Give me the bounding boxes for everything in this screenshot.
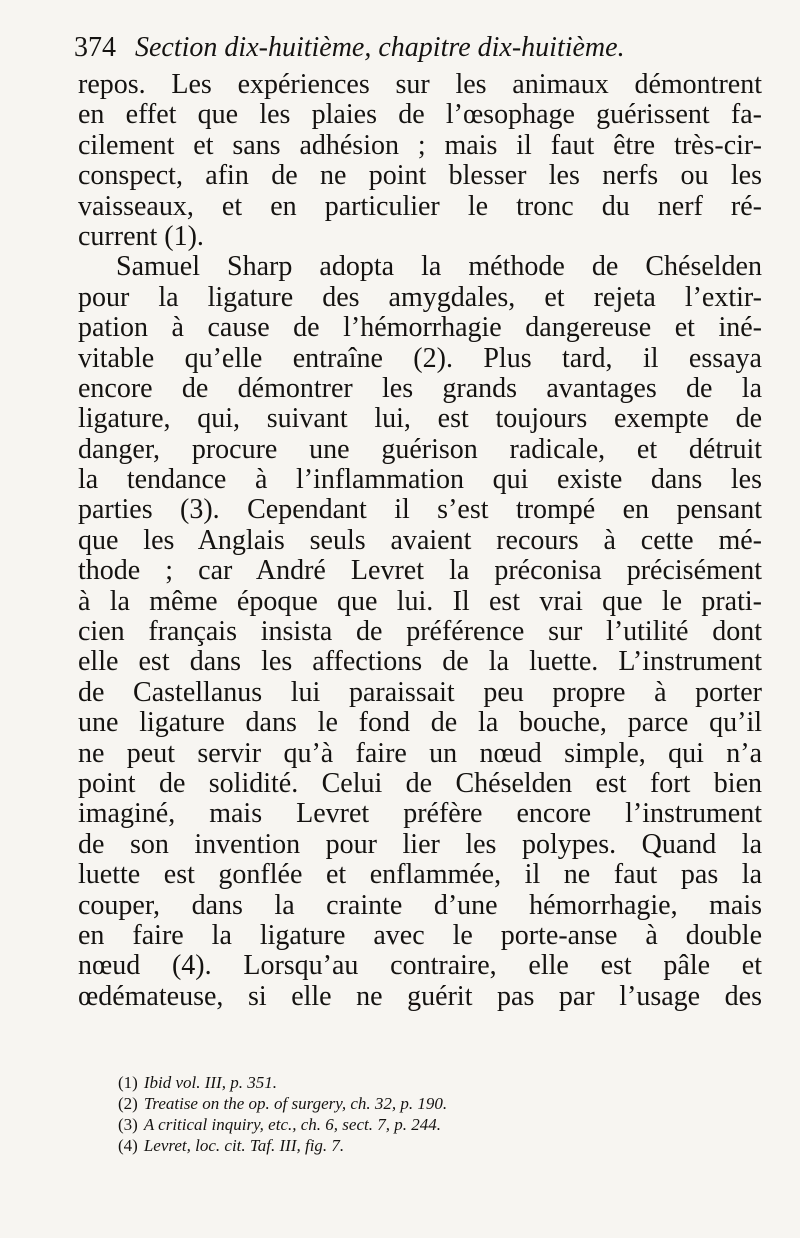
text-line: à la même époque que lui. Il est vrai que le prati- <box>78 586 762 617</box>
text-line: luette est gonflée et enflammée, il ne faut pas la <box>78 860 762 891</box>
page-header <box>74 32 734 72</box>
footnote-text: Treatise on the op. of surgery, ch. 32, p. 190. <box>143 1094 448 1113</box>
text-line: parties (3). Cependant il s’est trompé en pensant <box>78 495 762 526</box>
text-line: nœud (4). Lorsqu’au contraire, elle est pâle et <box>78 951 762 982</box>
text-line: conspect, afin de ne point blesser les nerfs ou les <box>78 161 762 192</box>
footnote-mark: (1) <box>118 1073 138 1092</box>
text-line: la tendance à l’inflammation qui existe dans les <box>78 465 762 496</box>
text-line: danger, procure une guérison radicale, et détruit <box>78 434 762 465</box>
text-line: en faire la ligature avec le porte-anse à double <box>78 920 762 951</box>
page-number: 374 <box>74 32 116 63</box>
footnote-mark: (3) <box>118 1115 138 1134</box>
footnote <box>118 1093 638 1114</box>
text-line: de son invention pour lier les polypes. Quand la <box>78 829 762 860</box>
footnotes <box>118 1072 638 1156</box>
text-line: thode ; car André Levret la préconisa précisément <box>78 556 762 587</box>
text-line: que les Anglais seuls avaient recours à cette mé- <box>78 525 762 556</box>
footnote-mark: (2) <box>118 1094 138 1113</box>
text-line: cien français insista de préférence sur l’utilité dont <box>78 617 762 648</box>
footnote-text: Levret, loc. cit. Taf. III, fig. 7. <box>143 1136 345 1155</box>
footnote <box>118 1072 638 1093</box>
text-line: point de solidité. Celui de Chéselden est fort bien <box>78 768 762 799</box>
text-line: ne peut servir qu’à faire un nœud simple, qui n’a <box>78 738 762 769</box>
footnote-mark: (4) <box>118 1136 138 1155</box>
text-line: de Castellanus lui paraissait peu propre à porter <box>78 677 762 708</box>
body-text <box>78 70 762 1012</box>
footnote-text: A critical inquiry, etc., ch. 6, sect. 7, p. 244. <box>143 1115 441 1134</box>
text-line: œdémateuse, si elle ne guérit pas par l’usage des <box>78 981 762 1012</box>
text-line: cilement et sans adhésion ; mais il faut être très-cir- <box>78 130 762 161</box>
text-line: imaginé, mais Levret préfère encore l’instrument <box>78 799 762 830</box>
text-line: en effet que les plaies de l’œsophage guérissent fa- <box>78 100 762 131</box>
text-line: ligature, qui, suivant lui, est toujours exempte de <box>78 404 762 435</box>
text-line: Samuel Sharp adopta la méthode de Chéselden <box>116 252 762 283</box>
footnote <box>118 1135 638 1156</box>
text-line: pour la ligature des amygdales, et rejeta l’extir- <box>78 282 762 313</box>
text-line: pation à cause de l’hémorrhagie dangereuse et iné- <box>78 313 762 344</box>
text-line: encore de démontrer les grands avantages de la <box>78 373 762 404</box>
text-line: vitable qu’elle entraîne (2). Plus tard, il essaya <box>78 343 762 374</box>
footnote-text: Ibid vol. III, p. 351. <box>143 1073 277 1092</box>
text-line: repos. Les expériences sur les animaux démontrent <box>78 70 762 100</box>
running-head: Section dix-huitième, chapitre dix-huitième. <box>135 32 625 63</box>
text-line: une ligature dans le fond de la bouche, parce qu’il <box>78 708 762 739</box>
text-line: current (1). <box>78 221 204 252</box>
footnote <box>118 1114 638 1135</box>
text-line: elle est dans les affections de la luette. L’instrument <box>78 647 762 678</box>
text-line: vaisseaux, et en particulier le tronc du nerf ré- <box>78 191 762 222</box>
text-line: couper, dans la crainte d’une hémorrhagie, mais <box>78 890 762 921</box>
